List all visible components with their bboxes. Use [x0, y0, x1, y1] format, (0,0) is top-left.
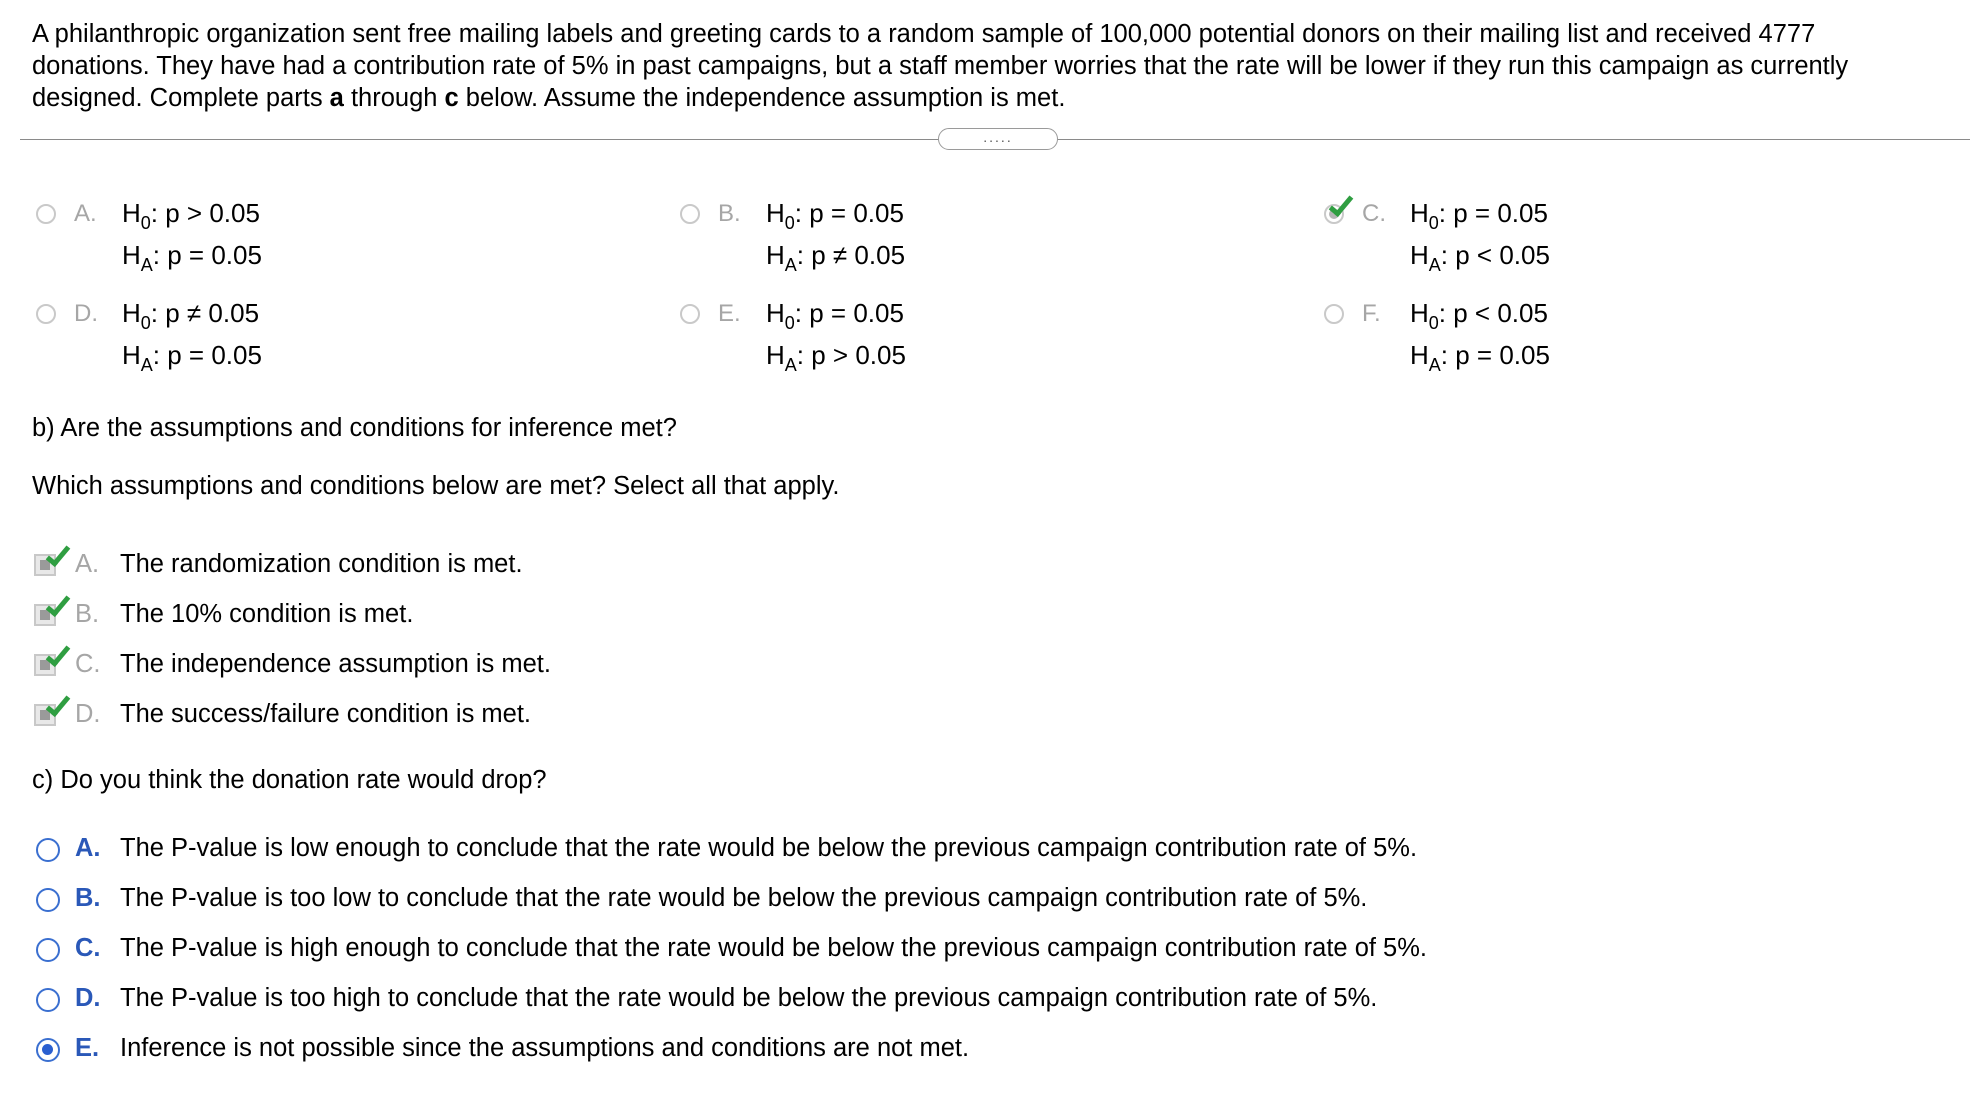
option-text: The independence assumption is met. [120, 650, 551, 678]
null-hypothesis: $H_0$: p < 0.05 [1410, 298, 1548, 333]
null-hypothesis: $H_0$: p > 0.05 [122, 198, 260, 233]
part-c-question: c) Do you think the donation rate would drop? [32, 766, 547, 794]
alternative-hypothesis: $H_A$: p ≠ 0.05 [766, 240, 906, 275]
expand-toggle-button[interactable]: ..... [938, 128, 1058, 150]
alternative-hypothesis: $H_A$: p < 0.05 [1410, 240, 1550, 275]
null-hypothesis: $H_0$: p ≠ 0.05 [122, 298, 260, 333]
hypothesis-option-f[interactable] [1324, 296, 1884, 376]
conclusion-option-b[interactable] [32, 882, 1532, 922]
radio-button[interactable] [36, 938, 60, 962]
conclusion-option-a[interactable] [32, 832, 1532, 872]
question-intro [32, 18, 1952, 114]
conclusion-option-d[interactable] [32, 982, 1532, 1022]
option-letter: E. [718, 300, 741, 327]
correct-check-icon [46, 691, 71, 717]
radio-button[interactable] [36, 988, 60, 1012]
intro-line-3: designed. Complete parts a through c below. Assume the independence assumption is met. [32, 84, 1066, 112]
option-letter: B. [718, 200, 741, 227]
option-letter: C. [75, 934, 101, 962]
option-letter: A. [75, 550, 100, 578]
option-text: The P-value is too low to conclude that the rate would be below the previous campaign contribution rate of 5%. [120, 884, 1368, 912]
condition-option-c[interactable] [32, 648, 1032, 688]
option-letter: C. [1362, 200, 1386, 227]
condition-option-a[interactable] [32, 548, 1032, 588]
hypothesis-option-e[interactable] [680, 296, 1240, 376]
option-text: The success/failure condition is met. [120, 700, 532, 728]
radio-button[interactable] [36, 838, 60, 862]
intro-line-1: A philanthropic organization sent free mailing labels and greeting cards to a random sample of 100,000 potential donors on their mailing list and received 4777 [32, 20, 1816, 48]
option-letter: E. [75, 1034, 100, 1062]
hypothesis-option-b[interactable] [680, 196, 1240, 276]
option-letter: D. [74, 300, 98, 327]
null-hypothesis: $H_0$: p = 0.05 [1410, 198, 1548, 233]
option-text: Inference is not possible since the assumptions and conditions are not met. [120, 1034, 970, 1062]
option-text: The P-value is high enough to conclude that the rate would be below the previous campaign contribution rate of 5%. [120, 934, 1427, 962]
alternative-hypothesis: $H_A$: p = 0.05 [122, 240, 262, 275]
conclusion-option-e[interactable] [32, 1032, 1532, 1072]
option-letter: D. [75, 700, 101, 728]
option-letter: B. [75, 884, 101, 912]
radio-button[interactable] [680, 204, 700, 224]
option-letter: C. [75, 650, 101, 678]
hypothesis-option-a[interactable] [36, 196, 596, 276]
correct-check-icon [46, 591, 71, 617]
option-letter: B. [75, 600, 100, 628]
option-text: The 10% condition is met. [120, 600, 414, 628]
option-letter: A. [75, 834, 101, 862]
part-b-instruction: Which assumptions and conditions below are met? Select all that apply. [32, 472, 840, 500]
null-hypothesis: $H_0$: p = 0.05 [766, 198, 904, 233]
condition-option-b[interactable] [32, 598, 1032, 638]
alternative-hypothesis: $H_A$: p = 0.05 [1410, 340, 1550, 375]
part-b-question: b) Are the assumptions and conditions for inference met? [32, 414, 677, 442]
option-text: The P-value is too high to conclude that the rate would be below the previous campaign contribution rate of 5%. [120, 984, 1378, 1012]
hypothesis-option-c[interactable] [1324, 196, 1884, 276]
correct-check-icon [1329, 191, 1354, 217]
alternative-hypothesis: $H_A$: p > 0.05 [766, 340, 906, 375]
option-text: The randomization condition is met. [120, 550, 523, 578]
radio-button[interactable] [36, 304, 56, 324]
intro-line-2: donations. They have had a contribution rate of 5% in past campaigns, but a staff member worries that the rate will be lower if they run this campaign as currently [32, 52, 1849, 80]
correct-check-icon [46, 541, 71, 567]
radio-button[interactable] [36, 204, 56, 224]
conclusion-option-c[interactable] [32, 932, 1532, 972]
radio-button-selected[interactable] [36, 1038, 60, 1062]
option-letter: D. [75, 984, 101, 1012]
option-letter: F. [1362, 300, 1381, 327]
hypothesis-option-d[interactable] [36, 296, 596, 376]
option-letter: A. [74, 200, 97, 227]
correct-check-icon [46, 641, 71, 667]
radio-button[interactable] [680, 304, 700, 324]
null-hypothesis: $H_0$: p = 0.05 [766, 298, 904, 333]
alternative-hypothesis: $H_A$: p = 0.05 [122, 340, 262, 375]
radio-button[interactable] [1324, 304, 1344, 324]
condition-option-d[interactable] [32, 698, 1032, 738]
option-text: The P-value is low enough to conclude that the rate would be below the previous campaign contribution rate of 5%. [120, 834, 1418, 862]
radio-button[interactable] [36, 888, 60, 912]
